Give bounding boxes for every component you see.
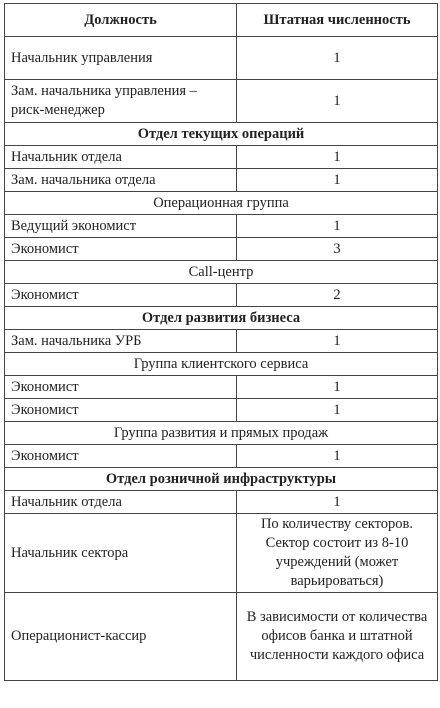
headcount-cell: 2 [237,284,438,307]
headcount-cell: 1 [237,215,438,238]
position-cell: Начальник управления [5,37,237,80]
headcount-cell: В зависимости от количества офисов банка и штатной численности каждого офиса [237,593,438,681]
headcount-cell: 1 [237,80,438,123]
position-cell: Зам. начальника УРБ [5,330,237,353]
section-row [5,123,438,146]
table-row [5,238,438,261]
table-row [5,445,438,468]
header-row [5,4,438,37]
table-row [5,37,438,80]
table-row [5,399,438,422]
position-cell: Экономист [5,445,237,468]
group-row [5,353,438,376]
position-cell: Экономист [5,399,237,422]
headcount-cell: 1 [237,399,438,422]
table-row [5,491,438,514]
position-cell: Операционист-кассир [5,593,237,681]
position-cell: Начальник сектора [5,514,237,593]
table-row [5,330,438,353]
section-title: Отдел текущих операций [5,123,438,146]
section-row [5,468,438,491]
table-row [5,146,438,169]
group-row [5,261,438,284]
position-cell: Ведущий экономист [5,215,237,238]
position-cell: Начальник отдела [5,491,237,514]
group-row [5,422,438,445]
staff-table [4,3,438,681]
section-title: Отдел розничной инфраструктуры [5,468,438,491]
table-row [5,376,438,399]
table-row [5,215,438,238]
position-cell: Зам. начальника отдела [5,169,237,192]
headcount-cell: 1 [237,37,438,80]
header-headcount: Штатная численность [237,4,438,37]
table-row [5,284,438,307]
table-row [5,169,438,192]
headcount-cell: 1 [237,146,438,169]
section-title: Отдел развития бизнеса [5,307,438,330]
position-cell: Зам. начальника управления – риск-менеджер [5,80,237,123]
headcount-cell: 3 [237,238,438,261]
headcount-cell: 1 [237,445,438,468]
position-cell: Экономист [5,376,237,399]
group-title: Call-центр [5,261,438,284]
header-position: Должность [5,4,237,37]
position-cell: Экономист [5,238,237,261]
position-cell: Экономист [5,284,237,307]
headcount-cell: 1 [237,376,438,399]
headcount-cell: По количеству секторов. Сектор состоит из 8-10 учреждений (может варьироваться) [237,514,438,593]
headcount-cell: 1 [237,491,438,514]
section-row [5,307,438,330]
group-title: Операционная группа [5,192,438,215]
headcount-cell: 1 [237,169,438,192]
group-title: Группа развития и прямых продаж [5,422,438,445]
position-cell: Начальник отдела [5,146,237,169]
table-row [5,593,438,681]
group-title: Группа клиентского сервиса [5,353,438,376]
table-row [5,514,438,593]
table-row [5,80,438,123]
group-row [5,192,438,215]
table-body [5,37,438,681]
headcount-cell: 1 [237,330,438,353]
